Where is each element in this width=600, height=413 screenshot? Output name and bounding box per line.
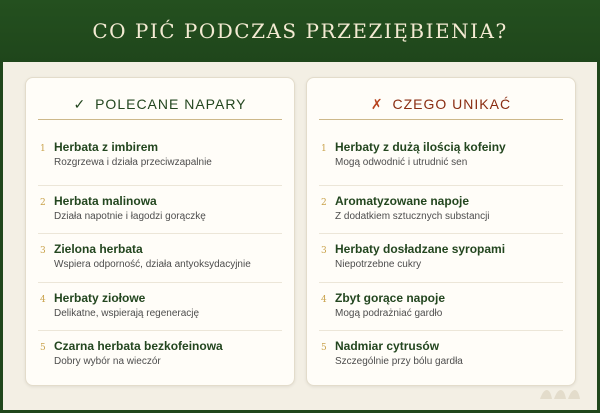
item-name: Herbaty ziołowe: [54, 290, 146, 305]
recommended-title-text: POLECANE NAPARY: [95, 96, 247, 112]
item-number: 4: [321, 294, 327, 305]
list-item: [38, 233, 282, 282]
list-item: [38, 185, 282, 234]
item-name: Zielona herbata: [54, 242, 143, 256]
item-description: Szczególnie przy bólu gardła: [335, 356, 463, 367]
list-item: [38, 282, 282, 331]
avoid-title: [307, 96, 575, 113]
item-number: 1: [40, 144, 46, 154]
cross-icon: ✗: [370, 96, 384, 112]
list-item: [38, 136, 282, 185]
item-description: Niepotrzebne cukry: [335, 259, 422, 270]
item-number: 4: [40, 294, 46, 305]
list-item: [319, 330, 563, 379]
item-number: 2: [321, 197, 327, 208]
recommended-title: [26, 96, 294, 113]
page-title: CO PIĆ PODCZAS PRZEZIĘBIENIA?: [92, 19, 508, 43]
item-name: Zbyt gorące napoje: [335, 290, 446, 305]
item-description: Działa napotnie i łagodzi gorączkę: [54, 210, 206, 222]
item-description: Mogą odwodnić i utrudnić sen: [335, 157, 468, 168]
item-name: Herbaty z dużą ilością kofeiny: [335, 140, 506, 154]
item-description: Rozgrzewa i działa przeciwzapalnie: [54, 157, 212, 168]
item-name: Herbata z imbirem: [54, 140, 159, 154]
list-item: [319, 136, 563, 185]
list-item: [38, 330, 282, 379]
item-description: Mogą podrażniać gardło: [335, 307, 443, 319]
item-number: 3: [321, 246, 327, 256]
header-banner: [0, 0, 600, 62]
leaves-icon: [536, 383, 584, 401]
item-number: 5: [321, 343, 327, 353]
item-number: 2: [40, 197, 46, 208]
title-divider: [38, 119, 282, 120]
item-description: Dobry wybór na wieczór: [54, 356, 161, 367]
avoid-title-text: CZEGO UNIKAĆ: [392, 96, 512, 112]
list-item: [319, 233, 563, 282]
list-item: [319, 282, 563, 331]
recommended-list: [26, 136, 294, 379]
item-name: Czarna herbata bezkofeinowa: [54, 339, 223, 353]
item-description: Delikatne, wspierają regenerację: [54, 307, 200, 319]
title-divider: [319, 119, 563, 120]
item-name: Aromatyzowane napoje: [335, 193, 470, 208]
checkmark-icon: ✓: [73, 96, 87, 112]
item-name: Herbata malinowa: [54, 193, 157, 208]
avoid-list: [307, 136, 575, 379]
item-number: 1: [321, 144, 327, 154]
item-name: Nadmiar cytrusów: [335, 339, 440, 353]
item-number: 5: [40, 343, 46, 353]
item-description: Wspiera odporność, działa antyoksydacyjnie: [54, 259, 251, 270]
item-description: Z dodatkiem sztucznych substancji: [335, 210, 490, 222]
item-number: 3: [40, 246, 46, 256]
list-item: [319, 185, 563, 234]
item-name: Herbaty dosładzane syropami: [335, 242, 506, 256]
avoid-panel: [306, 77, 576, 386]
recommended-panel: [25, 77, 295, 386]
